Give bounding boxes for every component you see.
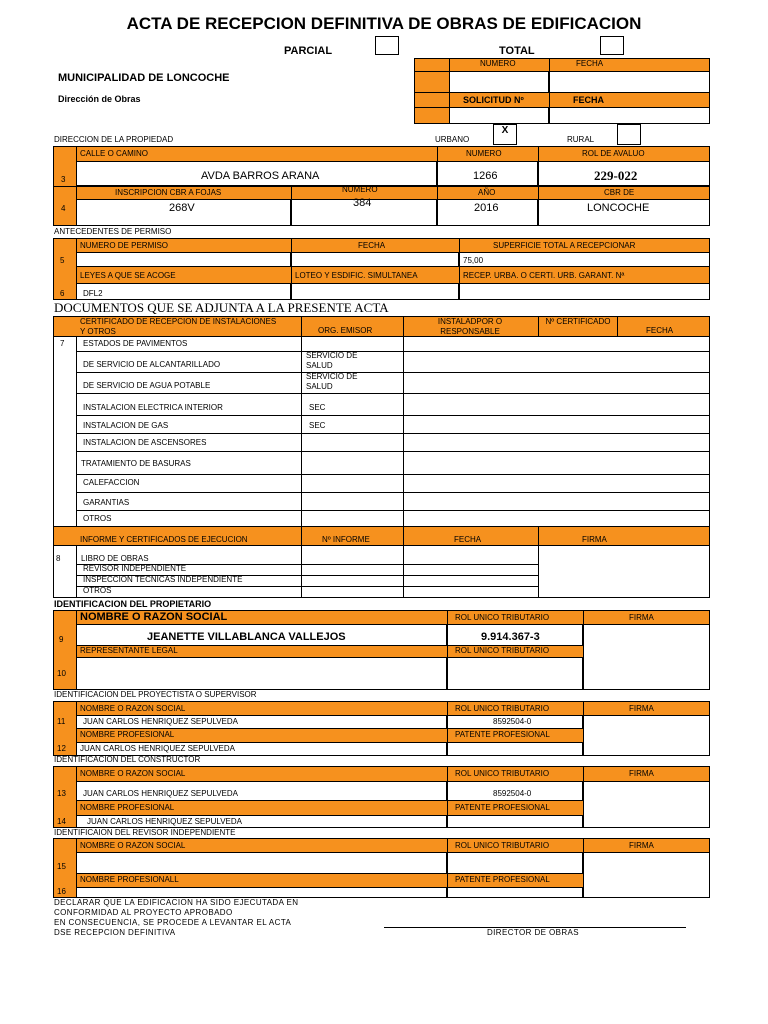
- numero-header: NUMERO: [480, 59, 516, 68]
- reviewer-nombre-cell[interactable]: [76, 852, 447, 874]
- row-number-4: 4: [61, 204, 66, 213]
- reviewer-section-label: IDENTIFICAION DEL REVISOR INDEPENDIENTE: [54, 828, 236, 837]
- fecha2-field[interactable]: [549, 107, 710, 124]
- doc-item-org: SERVICIO DE SALUD: [306, 351, 358, 370]
- doc-item: INSTALACION ELECTRICA INTERIOR: [83, 403, 223, 412]
- reviewer-nombre-header: NOMBRE O RAZON SOCIAL: [80, 841, 186, 850]
- numero-value: 1266: [473, 170, 498, 182]
- owner-nombre-header: NOMBRE O RAZON SOCIAL: [80, 611, 228, 623]
- total-label: TOTAL: [499, 45, 535, 57]
- row-number-16: 16: [57, 887, 66, 896]
- designer-section-label: IDENTIFICACION DEL PROYECTISTA O SUPERVISOR: [54, 690, 257, 699]
- designer-patente-header: PATENTE PROFESIONAL: [455, 730, 550, 739]
- reviewer-prof-cell[interactable]: [76, 887, 447, 898]
- builder-rut-header: ROL UNICO TRIBUTARIO: [455, 769, 550, 778]
- signature-label: DIRECTOR DE OBRAS: [487, 928, 579, 937]
- cbr-value: LONCOCHE: [587, 202, 650, 214]
- solicitud-field[interactable]: [449, 107, 549, 124]
- calle-value: AVDA BARROS ARANA: [201, 170, 320, 182]
- builder-nombre-value: JUAN CARLOS HENRIQUEZ SEPULVEDA: [83, 789, 238, 798]
- row-number-5: 5: [60, 256, 65, 265]
- builder-firma-header: FIRMA: [629, 769, 654, 778]
- doc-item: TRATAMIENTO DE BASURAS: [81, 459, 191, 468]
- doc-item: INSTALACION DE ASCENSORES: [83, 438, 207, 447]
- row-number-14: 14: [57, 817, 66, 826]
- fecha2-header: FECHA: [573, 95, 604, 105]
- builder-nombre-header: NOMBRE O RAZON SOCIAL: [80, 769, 186, 778]
- row-number-10: 10: [57, 669, 66, 678]
- row-number-13: 13: [57, 789, 66, 798]
- designer-nombre-header: NOMBRE O RAZON SOCIAL: [80, 704, 186, 713]
- reviewer-rut-cell[interactable]: [447, 852, 583, 874]
- permit-loteo-cell[interactable]: [291, 283, 459, 300]
- permit-numero-header: NUMERO DE PERMISO: [80, 241, 169, 250]
- rol-value: 229-022: [594, 168, 638, 183]
- owner-rut-header: ROL UNICO TRIBUTARIO: [455, 613, 550, 622]
- urbano-label: URBANO: [435, 135, 470, 144]
- row-number-7: 7: [60, 339, 65, 348]
- page-title: ACTA DE RECEPCION DEFINITIVA DE OBRAS DE EDIFICACION: [126, 14, 642, 33]
- builder-rut-value: 8592504-0: [493, 789, 532, 798]
- builder-section-label: IDENTIFICACION DEL CONSTRUCTOR: [54, 755, 201, 764]
- designer-prof-header: NOMBRE PROFESIONAL: [80, 730, 175, 739]
- calle-header: CALLE O CAMINO: [80, 149, 149, 158]
- doc-item: INSTALACION DE GAS: [83, 421, 169, 430]
- leyes-header: LEYES A QUE SE ACOGE: [80, 271, 176, 280]
- reviewer-rut-header: ROL UNICO TRIBUTARIO: [455, 841, 550, 850]
- numero-field[interactable]: [449, 71, 549, 93]
- rol-header: ROL DE AVALUO: [582, 149, 645, 158]
- declaration-line: DECLARAR QUE LA EDIFICACION HA SIDO EJECUTADA EN: [54, 898, 299, 907]
- anio-value: 2016: [474, 202, 499, 214]
- col-rfecha-header: FECHA: [454, 535, 482, 544]
- col-cert-header: CERTIFICADO DE RECEPCION DE INSTALACIONES Y OTROS: [80, 317, 277, 336]
- doc-item: DE SERVICIO DE ALCANTARILLADO: [83, 360, 221, 369]
- designer-firma-header: FIRMA: [629, 704, 654, 713]
- declaration-line: DSE RECEPCION DEFINITIVA: [54, 928, 176, 937]
- reviewer-patente-header: PATENTE PROFESIONAL: [455, 875, 550, 884]
- fecha-field[interactable]: [549, 71, 710, 93]
- builder-prof-header: NOMBRE PROFESIONAL: [80, 803, 175, 812]
- doc-item-org: SEC: [309, 421, 326, 430]
- row-number-15: 15: [57, 862, 66, 871]
- anio-header: AÑO: [478, 188, 496, 197]
- permit-fecha-header: FECHA: [358, 241, 386, 250]
- designer-rut-header: ROL UNICO TRIBUTARIO: [455, 704, 550, 713]
- department-name: Dirección de Obras: [58, 94, 141, 104]
- owner-firma-cell[interactable]: [583, 624, 710, 690]
- designer-firma-cell[interactable]: [583, 715, 710, 756]
- doc-item-org: SERVICIO DE SALUD: [306, 372, 358, 391]
- inscripcion-header: INSCRIPCION CBR A FOJAS: [115, 188, 222, 197]
- permit-recep-cell[interactable]: [459, 283, 710, 300]
- builder-prof-value: JUAN CARLOS HENRIQUEZ SEPULVEDA: [87, 817, 242, 826]
- permit-section-label: ANTECEDENTES DE PERMISO: [54, 227, 172, 236]
- fojas-value: 268V: [169, 202, 195, 214]
- rep-nombre-cell[interactable]: [76, 657, 447, 690]
- reviewer-patente-cell[interactable]: [447, 887, 583, 898]
- permit-leyes-cell[interactable]: [76, 283, 291, 300]
- row-number-3: 3: [61, 175, 66, 184]
- report-item: REVISOR INDEPENDIENTE: [83, 564, 187, 573]
- owner-firma-header: FIRMA: [629, 613, 654, 622]
- col-ncert-header: Nº CERTIFICADO: [545, 317, 611, 326]
- permit-numero-cell[interactable]: [76, 252, 291, 267]
- documents-section-label: DOCUMENTOS QUE SE ADJUNTA A LA PRESENTE ACTA: [54, 300, 389, 315]
- recep-header: RECEP. URBA. O CERTI. URB. GARANT. Nª: [463, 271, 625, 280]
- owner-section-label: IDENTIFICACION DEL PROPIETARIO: [54, 599, 212, 609]
- permit-fecha-cell[interactable]: [291, 252, 459, 267]
- col-org-header: ORG. EMISOR: [318, 326, 373, 335]
- cbr-header: CBR DE: [604, 188, 635, 197]
- reviewer-firma-header: FIRMA: [629, 841, 654, 850]
- row-number-11: 11: [57, 717, 66, 726]
- property-section-label: DIRECCION DE LA PROPIEDAD: [54, 135, 174, 144]
- permit-superficie-header: SUPERFICIE TOTAL A RECEPCIONAR: [493, 241, 636, 250]
- col-instal-header: INSTALADPOR O RESPONSABLE: [437, 317, 503, 336]
- report-item: INSPECCION TECNICAS INDEPENDIENTE: [83, 575, 243, 584]
- builder-firma-cell[interactable]: [583, 781, 710, 828]
- owner-nombre-value: JEANETTE VILLABLANCA VALLEJOS: [147, 631, 346, 643]
- rural-checkbox[interactable]: [617, 124, 641, 145]
- loteo-header: LOTEO Y ESDIFIC. SIMULTANEA: [295, 271, 418, 280]
- owner-rut-value: 9.914.367-3: [481, 631, 540, 643]
- doc-item: ESTADOS DE PAVIMENTOS: [83, 339, 188, 348]
- leyes-value: DFL2: [83, 289, 103, 298]
- declaration-line: CONFORMIDAD AL PROYECTO APROBADO: [54, 908, 233, 917]
- doc-item: DE SERVICIO DE AGUA POTABLE: [83, 381, 211, 390]
- builder-patente-header: PATENTE PROFESIONAL: [455, 803, 550, 812]
- municipality-name: MUNICIPALIDAD DE LONCOCHE: [58, 72, 230, 84]
- numero2-value: 384: [353, 197, 372, 209]
- designer-prof-value: JUAN CARLOS HENRIQUEZ SEPULVEDA: [80, 744, 235, 753]
- total-checkbox[interactable]: [600, 36, 624, 55]
- permit-superficie-cell[interactable]: [459, 252, 710, 267]
- designer-rut-value: 8592504-0: [493, 717, 532, 726]
- col-ninforme-header: Nº INFORME: [322, 535, 370, 544]
- rep-rut-cell[interactable]: [447, 657, 583, 690]
- designer-patente-cell[interactable]: [447, 742, 583, 756]
- numero-header: NUMERO: [466, 149, 502, 158]
- reviewer-prof-header: NOMBRE PROFESIONALL: [80, 875, 179, 884]
- doc-item-org: SEC: [309, 403, 326, 412]
- doc-item: CALEFACCION: [83, 478, 140, 487]
- row-number-9: 9: [59, 635, 64, 644]
- report-item: OTROS: [83, 586, 112, 595]
- rep-rut-header: ROL UNICO TRIBUTARIO: [455, 646, 550, 655]
- col-informe-header: INFORME Y CERTIFICADOS DE EJECUCION: [80, 535, 248, 544]
- designer-nombre-value: JUAN CARLOS HENRIQUEZ SEPULVEDA: [83, 717, 238, 726]
- numero2-header: NUMERO: [342, 185, 378, 194]
- parcial-checkbox[interactable]: [375, 36, 399, 55]
- rep-header: REPRESENTANTE LEGAL: [80, 646, 178, 655]
- urbano-checkbox[interactable]: X: [493, 124, 517, 145]
- declaration-line: EN CONSECUENCIA, SE PROCEDE A LEVANTAR EL ACTA: [54, 918, 292, 927]
- doc-item: OTROS: [83, 514, 112, 523]
- rural-label: RURAL: [567, 135, 595, 144]
- reviewer-firma-cell[interactable]: [583, 852, 710, 898]
- solicitud-header: SOLICITUD Nº: [463, 95, 524, 105]
- col-firma-header: FIRMA: [582, 535, 607, 544]
- row-number-12: 12: [57, 744, 66, 753]
- row-number-8: 8: [56, 554, 61, 563]
- report-item: LIBRO DE OBRAS: [81, 554, 149, 563]
- col-fecha-header: FECHA: [646, 326, 674, 335]
- superficie-value: 75,00: [463, 256, 484, 265]
- doc-item: GARANTIAS: [83, 498, 130, 507]
- parcial-label: PARCIAL: [284, 45, 333, 57]
- row-number-6: 6: [60, 289, 65, 298]
- fecha-header: FECHA: [576, 59, 604, 68]
- builder-patente-cell[interactable]: [447, 815, 583, 828]
